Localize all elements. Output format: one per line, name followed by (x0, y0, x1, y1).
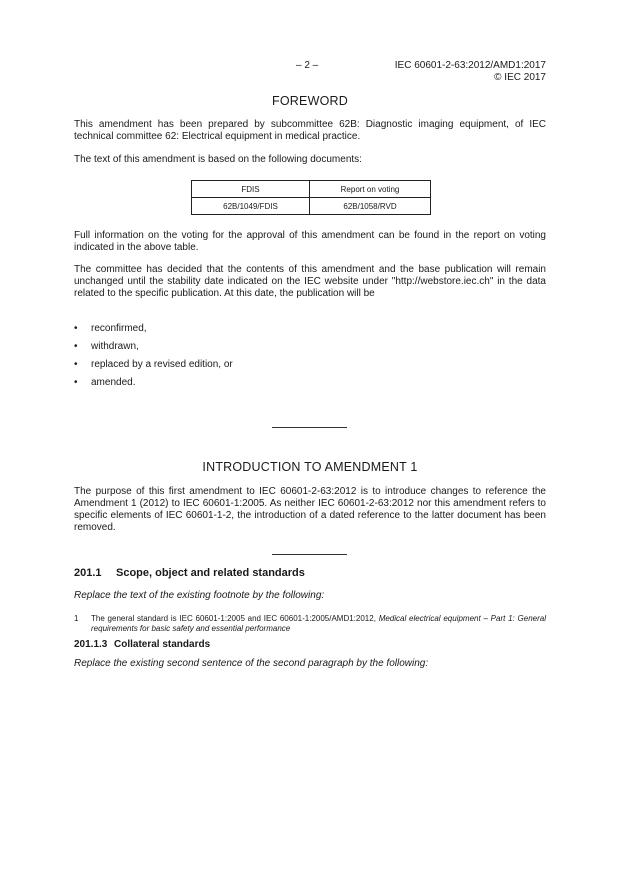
clause-number: 201.1 (74, 567, 102, 579)
table-header-cell: FDIS (192, 181, 310, 198)
table-header-row (192, 181, 431, 198)
publication-status-list (74, 323, 233, 395)
page-number: – 2 – (296, 60, 319, 71)
clause-title: Collateral standards (114, 639, 211, 650)
clause-heading-201-1-3 (74, 639, 210, 650)
introduction-paragraph: The purpose of this first amendment to IEC 60601-2-63:2012 is to introduce changes to reference the Amendment 1 (2012) to IEC 60601-1:2005. As neither IEC 60601-2-63:2012 nor this amendment refers to specific elements of IEC 60601-1-2, the introduction of a dated reference to the latter document has been removed. (74, 486, 546, 533)
table-cell: 62B/1058/RVD (310, 198, 431, 215)
bullet-icon: • (74, 359, 78, 370)
clause-number: 201.1.3 (74, 639, 108, 650)
foreword-title: FOREWORD (272, 94, 348, 108)
list-item: • amended. (74, 377, 136, 388)
copyright: © IEC 2017 (494, 72, 546, 83)
introduction-title: INTRODUCTION TO AMENDMENT 1 (202, 460, 418, 474)
foreword-paragraph-2: The text of this amendment is based on the following documents: (74, 154, 362, 165)
clause-heading-201-1 (74, 567, 305, 579)
footnote-number: 1 (74, 614, 79, 623)
bullet-icon: • (74, 323, 78, 334)
section-divider (272, 427, 347, 428)
bullet-icon: • (74, 377, 78, 388)
list-item: • withdrawn, (74, 341, 139, 352)
table-row (192, 198, 431, 215)
list-item: • replaced by a revised edition, or (74, 359, 233, 370)
footnote-title: Medical electrical equipment – Part 1: General requirements for basic safety and essential performance (91, 614, 546, 633)
standard-header (395, 60, 546, 84)
table-header-cell: Report on voting (310, 181, 431, 198)
clause-instruction: Replace the text of the existing footnote by the following: (74, 590, 325, 601)
list-item: • reconfirmed, (74, 323, 147, 334)
clause-title: Scope, object and related standards (116, 567, 305, 579)
bullet-icon: • (74, 341, 78, 352)
footnote-body: The general standard is IEC 60601-1:2005 and IEC 60601-1:2005/AMD1:2012, Medical electrical equipment – Part 1: General requirements for basic safety and essential performance (91, 614, 546, 633)
section-divider (272, 554, 347, 555)
standard-id: IEC 60601-2-63:2012/AMD1:2017 (394, 60, 546, 71)
clause-instruction: Replace the existing second sentence of the second paragraph by the following: (74, 658, 429, 669)
table-cell: 62B/1049/FDIS (192, 198, 310, 215)
voting-table (191, 180, 431, 215)
foreword-paragraph-4: The committee has decided that the contents of this amendment and the base publication will remain unchanged until the stability date indicated on the IEC website under "http://webstore.iec.ch" in the data related to the specific publication. At this date, the publication will be (74, 264, 546, 299)
foreword-paragraph-1: This amendment has been prepared by subcommittee 62B: Diagnostic imaging equipment, of IEC technical committee 62: Electrical equipment in medical practice. (74, 119, 546, 142)
foreword-paragraph-3: Full information on the voting for the approval of this amendment can be found in the report on voting indicated in the above table. (74, 230, 546, 253)
